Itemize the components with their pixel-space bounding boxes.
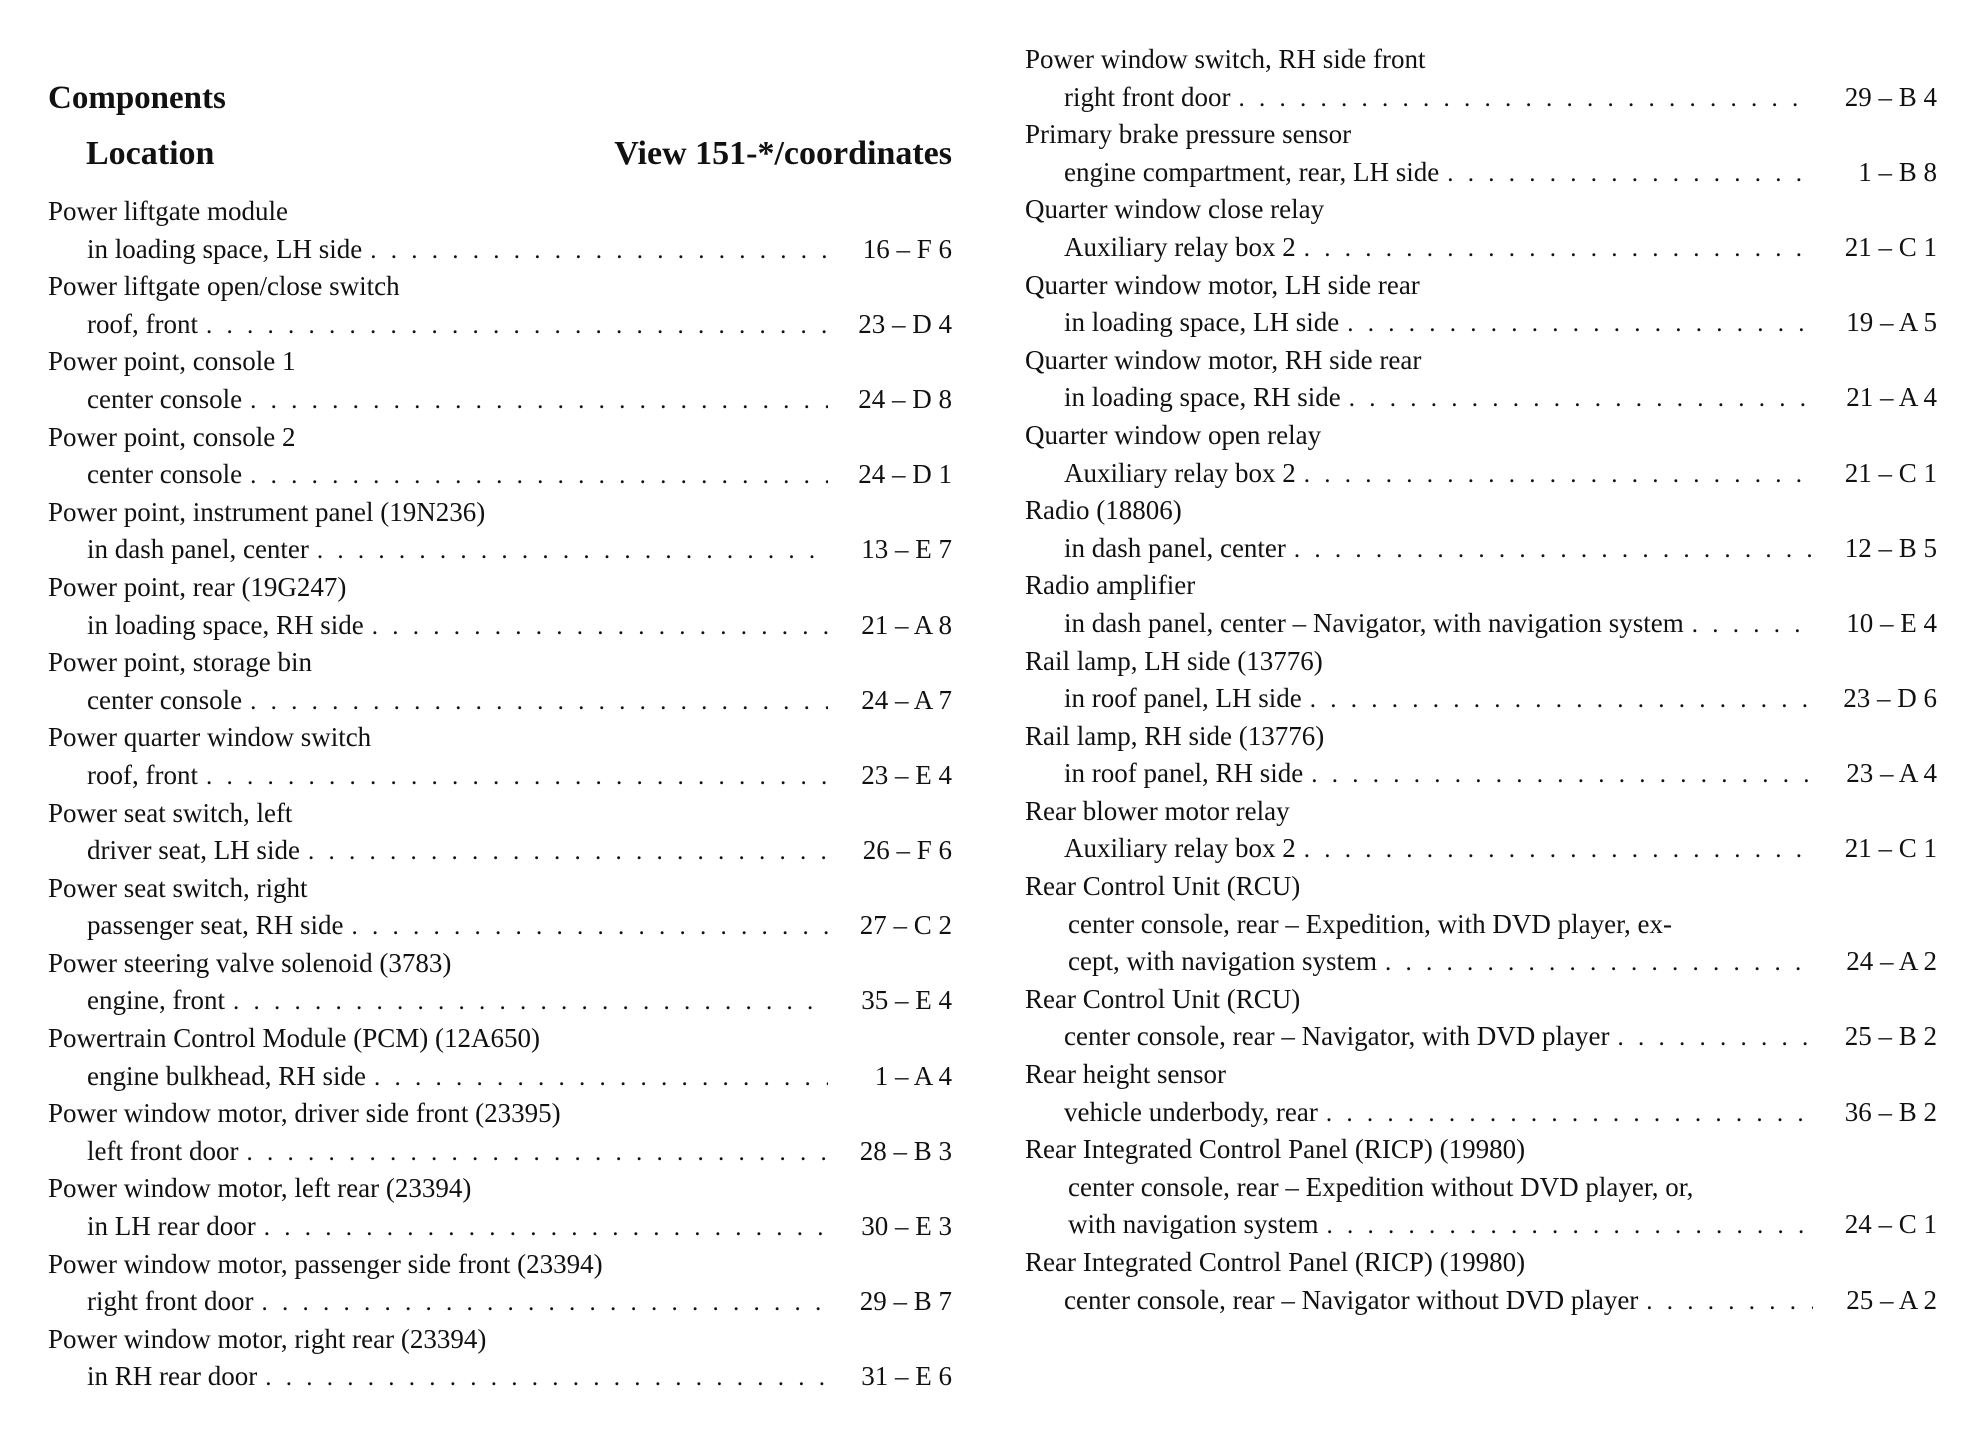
dot-leader xyxy=(261,1284,828,1322)
view-coordinate: 23 – A 4 xyxy=(1846,758,1937,789)
view-coordinate: 28 – B 3 xyxy=(859,1135,952,1166)
component-location: right front door xyxy=(1064,81,1231,112)
index-entry xyxy=(1025,1131,1937,1244)
view-coordinate: 24 – D 8 xyxy=(858,383,952,414)
component-name: Powertrain Control Module (PCM) (12A650) xyxy=(48,1023,540,1054)
dot-leader xyxy=(233,983,828,1021)
component-name: Power point, instrument panel (19N236) xyxy=(48,496,486,527)
index-entry xyxy=(1025,417,1937,492)
view-coordinate: 21 – C 1 xyxy=(1844,231,1937,262)
location-row xyxy=(48,531,952,569)
location-row xyxy=(48,1283,952,1321)
dot-leader xyxy=(1310,681,1813,719)
component-name: Power liftgate open/close switch xyxy=(48,271,400,302)
component-name: Primary brake pressure sensor xyxy=(1025,119,1352,150)
view-coordinate: 31 – E 6 xyxy=(861,1361,952,1392)
component-location: engine, front xyxy=(87,985,225,1016)
section-title: Components xyxy=(48,80,226,116)
index-entry xyxy=(1025,643,1937,718)
component-location: driver seat, LH side xyxy=(87,835,300,866)
index-entry xyxy=(48,419,952,494)
component-name: Power point, console 2 xyxy=(48,421,296,452)
component-name: Quarter window motor, RH side rear xyxy=(1025,344,1422,375)
dot-leader xyxy=(250,457,828,495)
dot-leader xyxy=(372,608,828,646)
index-entry xyxy=(1025,567,1937,642)
dot-leader xyxy=(1304,230,1813,268)
dot-leader xyxy=(1347,305,1813,343)
component-location: center console, rear – Navigator, with DVD player xyxy=(1064,1021,1610,1052)
location-row xyxy=(1025,229,1937,267)
index-entry xyxy=(48,795,952,870)
component-location: in loading space, LH side xyxy=(87,233,363,264)
dot-leader xyxy=(206,758,828,796)
view-coordinate: 1 – A 4 xyxy=(874,1060,952,1091)
component-location: in loading space, RH side xyxy=(1064,382,1341,413)
location-row xyxy=(1025,943,1937,981)
view-coordinate: 24 – D 1 xyxy=(858,459,952,490)
view-coordinate: 30 – E 3 xyxy=(861,1211,952,1242)
component-name: Power steering valve solenoid (3783) xyxy=(48,947,452,978)
index-entry xyxy=(48,719,952,794)
location-row xyxy=(1025,680,1937,718)
location-row xyxy=(1025,1206,1937,1244)
dot-leader xyxy=(1617,1019,1813,1057)
component-location-line: center console, rear – Expedition, with DVD player, ex- xyxy=(1068,908,1672,939)
component-name: Quarter window close relay xyxy=(1025,194,1325,225)
location-row xyxy=(1025,154,1937,192)
dot-leader xyxy=(1311,756,1813,794)
dot-leader xyxy=(250,382,828,420)
dot-leader xyxy=(1447,155,1813,193)
view-coordinate: 25 – B 2 xyxy=(1844,1021,1937,1052)
location-row xyxy=(48,832,952,870)
component-name: Power point, console 1 xyxy=(48,346,296,377)
view-coordinate: 35 – E 4 xyxy=(861,985,952,1016)
component-location: right front door xyxy=(87,1286,254,1317)
view-coordinate: 21 – A 8 xyxy=(861,609,952,640)
dot-leader xyxy=(206,307,828,345)
index-entry xyxy=(1025,718,1937,793)
location-row xyxy=(48,757,952,795)
component-location: left front door xyxy=(87,1135,239,1166)
component-location: in dash panel, center xyxy=(87,534,309,565)
component-location: engine compartment, rear, LH side xyxy=(1064,156,1440,187)
dot-leader xyxy=(374,1059,828,1097)
index-entry xyxy=(1025,1244,1937,1319)
view-coordinate: 21 – C 1 xyxy=(1844,833,1937,864)
view-coordinate: 13 – E 7 xyxy=(861,534,952,565)
index-entry xyxy=(48,945,952,1020)
dot-leader xyxy=(1326,1207,1813,1245)
view-coordinate: 16 – F 6 xyxy=(862,233,952,264)
dot-leader xyxy=(308,833,828,871)
component-location: Auxiliary relay box 2 xyxy=(1064,231,1296,262)
index-entry xyxy=(48,1321,952,1396)
component-name: Rail lamp, RH side (13776) xyxy=(1025,720,1325,751)
location-row xyxy=(48,306,952,344)
location-row xyxy=(48,907,952,945)
component-location: passenger seat, RH side xyxy=(87,910,344,941)
location-row xyxy=(1025,755,1937,793)
location-row xyxy=(48,682,952,720)
location-row xyxy=(1025,530,1937,568)
component-name: Power seat switch, left xyxy=(48,797,293,828)
component-location: cept, with navigation system xyxy=(1068,946,1377,977)
location-row xyxy=(1025,379,1937,417)
component-name: Quarter window open relay xyxy=(1025,419,1322,450)
index-entry xyxy=(1025,868,1937,981)
component-location: engine bulkhead, RH side xyxy=(87,1060,366,1091)
index-entry xyxy=(1025,41,1937,116)
component-location: roof, front xyxy=(87,759,198,790)
dot-leader xyxy=(1326,1095,1813,1133)
component-location: in dash panel, center xyxy=(1064,532,1286,563)
index-entry xyxy=(48,343,952,418)
index-entry xyxy=(1025,191,1937,266)
index-entry xyxy=(1025,267,1937,342)
left-column xyxy=(48,193,952,1396)
view-coordinate: 21 – C 1 xyxy=(1844,457,1937,488)
location-row xyxy=(1025,1094,1937,1132)
component-location: with navigation system xyxy=(1068,1209,1319,1240)
dot-leader xyxy=(265,1359,828,1397)
component-name: Rear height sensor xyxy=(1025,1059,1226,1090)
component-location: center console xyxy=(87,383,243,414)
view-coordinate: 26 – F 6 xyxy=(862,835,952,866)
component-name: Power seat switch, right xyxy=(48,872,308,903)
index-entry xyxy=(48,1246,952,1321)
view-coordinate: 12 – B 5 xyxy=(1844,532,1937,563)
component-location: in roof panel, RH side xyxy=(1064,758,1304,789)
location-row xyxy=(1025,605,1937,643)
view-coordinate: 25 – A 2 xyxy=(1846,1284,1937,1315)
dot-leader xyxy=(264,1209,828,1247)
location-row xyxy=(1025,1018,1937,1056)
dot-leader xyxy=(1304,831,1813,869)
component-location: in RH rear door xyxy=(87,1361,258,1392)
index-entry xyxy=(1025,981,1937,1056)
index-entry xyxy=(48,1020,952,1095)
index-entry xyxy=(48,569,952,644)
component-location: vehicle underbody, rear xyxy=(1064,1096,1318,1127)
index-entry xyxy=(1025,492,1937,567)
location-row xyxy=(1025,304,1937,342)
dot-leader xyxy=(1646,1283,1813,1321)
location-row xyxy=(48,1208,952,1246)
index-entry xyxy=(1025,1056,1937,1131)
view-coordinate: 23 – D 6 xyxy=(1843,683,1937,714)
view-coordinate: 1 – B 8 xyxy=(1858,156,1937,187)
location-row xyxy=(48,381,952,419)
right-column xyxy=(1025,41,1937,1319)
component-location: in LH rear door xyxy=(87,1211,256,1242)
location-row xyxy=(48,607,952,645)
index-entry xyxy=(48,1170,952,1245)
component-name: Quarter window motor, LH side rear xyxy=(1025,269,1420,300)
component-name: Radio (18806) xyxy=(1025,495,1182,526)
index-entry xyxy=(48,193,952,268)
dot-leader xyxy=(317,532,828,570)
dot-leader xyxy=(351,908,828,946)
view-coordinate: 36 – B 2 xyxy=(1844,1096,1937,1127)
component-name: Rear blower motor relay xyxy=(1025,795,1290,826)
view-coordinate: 23 – D 4 xyxy=(858,308,952,339)
dot-leader xyxy=(1349,380,1813,418)
view-coordinate: 29 – B 4 xyxy=(1844,81,1937,112)
location-row xyxy=(48,231,952,269)
dot-leader xyxy=(250,683,828,721)
component-location: Auxiliary relay box 2 xyxy=(1064,457,1296,488)
index-entry xyxy=(1025,342,1937,417)
dot-leader xyxy=(1238,80,1813,118)
component-location: in dash panel, center – Navigator, with navigation system xyxy=(1064,607,1684,638)
component-location: roof, front xyxy=(87,308,198,339)
component-name: Rear Integrated Control Panel (RICP) (19980) xyxy=(1025,1134,1526,1165)
component-name: Rail lamp, LH side (13776) xyxy=(1025,645,1323,676)
component-name: Power window motor, passenger side front (23394) xyxy=(48,1248,603,1279)
dot-leader xyxy=(246,1134,828,1172)
view-coordinate: 23 – E 4 xyxy=(861,759,952,790)
dot-leader xyxy=(1385,944,1813,982)
location-row xyxy=(48,1058,952,1096)
component-location: in loading space, LH side xyxy=(1064,307,1340,338)
location-row xyxy=(48,1358,952,1396)
component-name: Power quarter window switch xyxy=(48,722,372,753)
component-name: Power window motor, left rear (23394) xyxy=(48,1173,472,1204)
component-location-line: center console, rear – Expedition without DVD player, or, xyxy=(1068,1171,1694,1202)
index-entry xyxy=(48,494,952,569)
location-row xyxy=(1025,1282,1937,1320)
location-row xyxy=(1025,79,1937,117)
view-coordinate: 29 – B 7 xyxy=(859,1286,952,1317)
view-coordinate: 24 – A 2 xyxy=(1846,946,1937,977)
view-coordinate: 10 – E 4 xyxy=(1846,607,1937,638)
index-entry xyxy=(1025,793,1937,868)
view-coordinate: 24 – A 7 xyxy=(861,684,952,715)
component-name: Rear Control Unit (RCU) xyxy=(1025,871,1301,902)
component-location: center console xyxy=(87,459,243,490)
location-row xyxy=(1025,455,1937,493)
dot-leader xyxy=(370,232,828,270)
component-name: Radio amplifier xyxy=(1025,570,1196,601)
location-column-header: Location xyxy=(86,135,215,172)
component-name: Rear Integrated Control Panel (RICP) (19980) xyxy=(1025,1247,1526,1277)
view-coordinate: 24 – C 1 xyxy=(1844,1209,1937,1240)
view-coordinate: 21 – A 4 xyxy=(1846,382,1937,413)
component-name: Power window motor, right rear (23394) xyxy=(48,1323,487,1354)
index-entry xyxy=(48,1095,952,1170)
component-location: in loading space, RH side xyxy=(87,609,364,640)
component-name: Power point, storage bin xyxy=(48,647,312,678)
component-name: Power point, rear (19G247) xyxy=(48,571,347,602)
component-location: in roof panel, LH side xyxy=(1064,683,1302,714)
location-row xyxy=(48,1133,952,1171)
component-location: Auxiliary relay box 2 xyxy=(1064,833,1296,864)
location-row xyxy=(1025,830,1937,868)
location-row xyxy=(48,456,952,494)
index-entry xyxy=(48,644,952,719)
view-coordinate: 27 – C 2 xyxy=(859,910,952,941)
dot-leader xyxy=(1692,606,1813,644)
index-entry xyxy=(1025,116,1937,191)
location-row xyxy=(48,982,952,1020)
component-location: center console, rear – Navigator without DVD player xyxy=(1064,1284,1639,1315)
component-name: Rear Control Unit (RCU) xyxy=(1025,983,1301,1014)
index-entry xyxy=(48,268,952,343)
component-name: Power liftgate module xyxy=(48,196,288,226)
component-location: center console xyxy=(87,684,243,715)
dot-leader xyxy=(1294,531,1813,569)
index-entry xyxy=(48,870,952,945)
view-coordinates-column-header: View 151-*/coordinates xyxy=(614,135,952,172)
dot-leader xyxy=(1304,456,1813,494)
component-name: Power window switch, RH side front xyxy=(1025,44,1426,74)
component-name: Power window motor, driver side front (23395) xyxy=(48,1098,561,1129)
view-coordinate: 19 – A 5 xyxy=(1846,307,1937,338)
